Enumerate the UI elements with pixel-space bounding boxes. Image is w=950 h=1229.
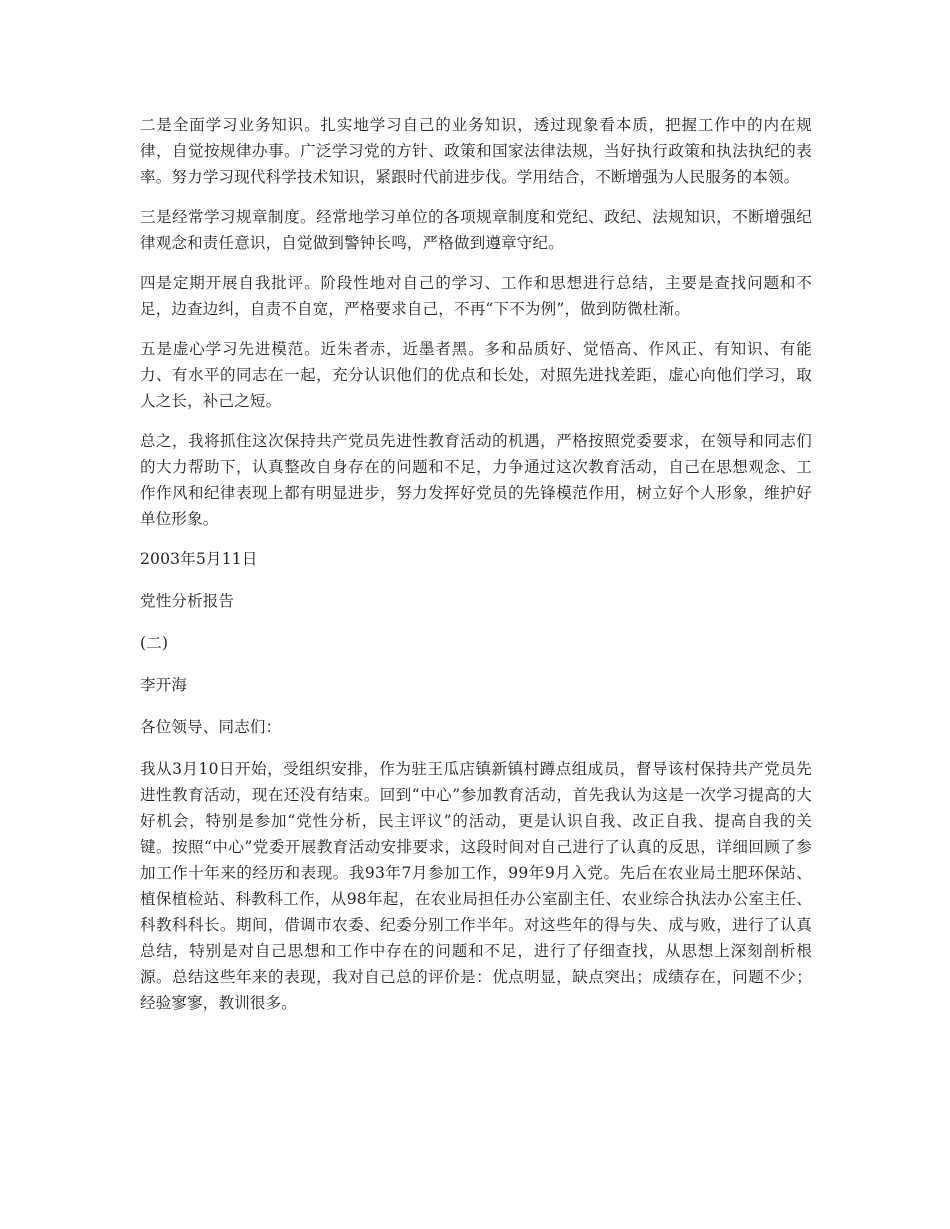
document-date: 2003年5月11日 <box>140 550 258 568</box>
paragraph-study-business: 二是全面学习业务知识。扎实地学习自己的业务知识，透过现象看本质，把握工作中的内在规律，自觉按规律办事。广泛学习党的方针、政策和国家法律法规，当好执行政策和执法执纪的表率。努力学习现代科学技术知识，紧跟时代前进步伐。学用结合，不断增强为人民服务的本领。 <box>140 116 812 186</box>
report-section-number: (二) <box>140 634 169 652</box>
author-name: 李开海 <box>140 676 188 694</box>
report-title: 党性分析报告 <box>140 592 235 610</box>
document-page <box>140 112 812 1030</box>
salutation: 各位领导、同志们： <box>140 718 282 736</box>
paragraph-report-body: 我从3月10日开始，受组织安排，作为驻王瓜店镇新镇村蹲点组成员，督导该村保持共产党员先进性教育活动，现在还没有结束。回到“中心”参加教育活动，首先我认为这是一次学习提高的大好机会，特别是参加“党性分析，民主评议”的活动，更是认识自我、改正自我、提高自我的关键。按照“中心”党委开展教育活动安排要求，这段时间对自己进行了认真的反思，详细回顾了参加工作十年来的经历和表现。我93年7月参加工作，99年9月入党。先后在农业局土肥环保站、植保植检站、科教科工作，从98年起，在农业局担任办公室副主任、农业综合执法办公室主任、科教科科长。期间，借调市农委、纪委分别工作半年。对这些年的得与失、成与败，进行了认真总结，特别是对自己思想和工作中存在的问题和不足，进行了仔细查找，从思想上深刻剖析根源。总结这些年来的表现，我对自己总的评价是：优点明显，缺点突出；成绩存在，问题不少；经验寥寥，教训很多。 <box>140 760 812 1012</box>
paragraph-conclusion: 总之，我将抓住这次保持共产党员先进性教育活动的机遇，严格按照党委要求，在领导和同志们的大力帮助下，认真整改自身存在的问题和不足，力争通过这次教育活动，自己在思想观念、工作作风和纪律表现上都有明显进步，努力发挥好党员的先锋模范作用，树立好个人形象，维护好单位形象。 <box>140 432 812 528</box>
paragraph-self-criticism: 四是定期开展自我批评。阶段性地对自己的学习、工作和思想进行总结，主要是查找问题和不足，边查边纠，自责不自宽，严格要求自己，不再“下不为例”，做到防微杜渐。 <box>140 274 812 318</box>
paragraph-learn-models: 五是虚心学习先进模范。近朱者赤，近墨者黑。多和品质好、觉悟高、作风正、有知识、有能力、有水平的同志在一起，充分认识他们的优点和长处，对照先进找差距，虚心向他们学习，取人之长，补己之短。 <box>140 340 812 410</box>
paragraph-study-rules: 三是经常学习规章制度。经常地学习单位的各项规章制度和党纪、政纪、法规知识，不断增强纪律观念和责任意识，自觉做到警钟长鸣，严格做到遵章守纪。 <box>140 208 812 252</box>
